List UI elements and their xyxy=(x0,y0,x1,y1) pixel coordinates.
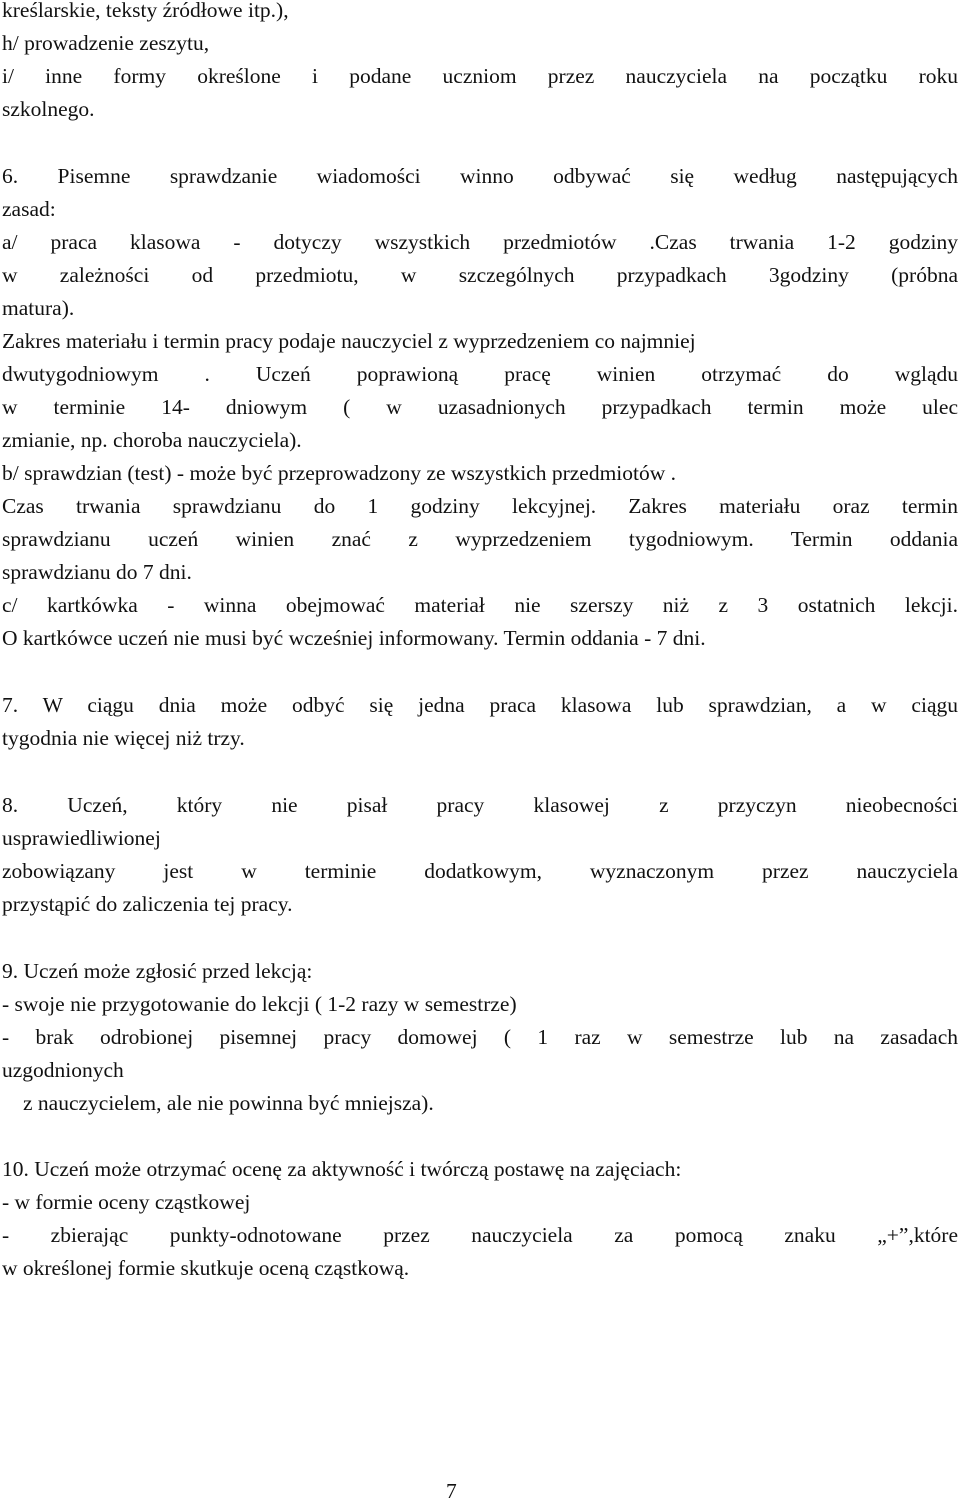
text-line: sprawdzianu do 7 dni. xyxy=(2,560,192,584)
text-line: zmianie, np. choroba nauczyciela). xyxy=(2,428,302,452)
text-line: 7. W ciągu dnia może odbyć się jedna praca klasowa lub sprawdzian, a w ciągu xyxy=(2,693,958,717)
text-line: matura). xyxy=(2,296,75,320)
text-line: w terminie 14- dniowym ( w uzasadnionych przypadkach termin może ulec xyxy=(2,395,958,419)
text-line: - zbierając punkty-odnotowane przez nauczyciela za pomocą znaku „+”,które xyxy=(2,1223,958,1247)
text-line: 10. Uczeń może otrzymać ocenę za aktywność i twórczą postawę na zajęciach: xyxy=(2,1157,682,1181)
text-line: zasad: xyxy=(2,197,56,221)
text-line: 9. Uczeń może zgłosić przed lekcją: xyxy=(2,959,313,983)
text-line: b/ sprawdzian (test) - może być przeprowadzony ze wszystkich przedmiotów . xyxy=(2,461,677,485)
text-line: szkolnego. xyxy=(2,97,95,121)
section-6 xyxy=(2,160,958,655)
text-line: c/ kartkówka - winna obejmować materiał nie szerszy niż z 3 ostatnich lekcji. xyxy=(2,593,958,617)
text-line: w określonej formie skutkuje oceną cząstkową. xyxy=(2,1256,410,1280)
text-line: z nauczycielem, ale nie powinna być mniejsza). xyxy=(23,1091,434,1115)
text-line: i/ inne formy określone i podane uczniom przez nauczyciela na początku roku xyxy=(2,64,958,88)
text-line: - brak odrobionej pisemnej pracy domowej ( 1 raz w semestrze lub na zasadach xyxy=(2,1025,958,1049)
text-line: zobowiązany jest w terminie dodatkowym, wyznaczonym przez nauczyciela xyxy=(2,859,958,883)
text-line: a/ praca klasowa - dotyczy wszystkich przedmiotów .Czas trwania 1-2 godziny xyxy=(2,230,958,254)
text-line: 6. Pisemne sprawdzanie wiadomości winno odbywać się według następujących xyxy=(2,164,958,188)
text-line: przystąpić do zaliczenia tej pracy. xyxy=(2,892,293,916)
page-number: 7 xyxy=(446,1479,457,1503)
text-line: kreślarskie, teksty źródłowe itp.), xyxy=(2,0,289,22)
section-7 xyxy=(2,689,958,755)
text-line: usprawiedliwionej xyxy=(2,826,161,850)
text-line: h/ prowadzenie zeszytu, xyxy=(2,31,210,55)
text-line: tygodnia nie więcej niż trzy. xyxy=(2,726,245,750)
text-line: Zakres materiału i termin pracy podaje nauczyciel z wyprzedzeniem co najmniej xyxy=(2,329,696,353)
text-line: dwutygodniowym . Uczeń poprawioną pracę winien otrzymać do wglądu xyxy=(2,362,958,386)
text-line: O kartkówce uczeń nie musi być wcześniej informowany. Termin oddania - 7 dni. xyxy=(2,626,706,650)
section-8 xyxy=(2,789,958,921)
section-5-continuation xyxy=(2,0,958,126)
text-line: w zależności od przedmiotu, w szczególnych przypadkach 3godziny (próbna xyxy=(2,263,958,287)
section-10 xyxy=(2,1153,958,1285)
section-9 xyxy=(2,955,958,1120)
text-line: Czas trwania sprawdzianu do 1 godziny lekcyjnej. Zakres materiału oraz termin xyxy=(2,494,958,518)
text-line: sprawdzianu uczeń winien znać z wyprzedzeniem tygodniowym. Termin oddania xyxy=(2,527,958,551)
text-line: - swoje nie przygotowanie do lekcji ( 1-2 razy w semestrze) xyxy=(2,992,517,1016)
text-line: - w formie oceny cząstkowej xyxy=(2,1190,251,1214)
text-line: uzgodnionych xyxy=(2,1058,124,1082)
text-line: 8. Uczeń, który nie pisał pracy klasowej z przyczyn nieobecności xyxy=(2,793,958,817)
